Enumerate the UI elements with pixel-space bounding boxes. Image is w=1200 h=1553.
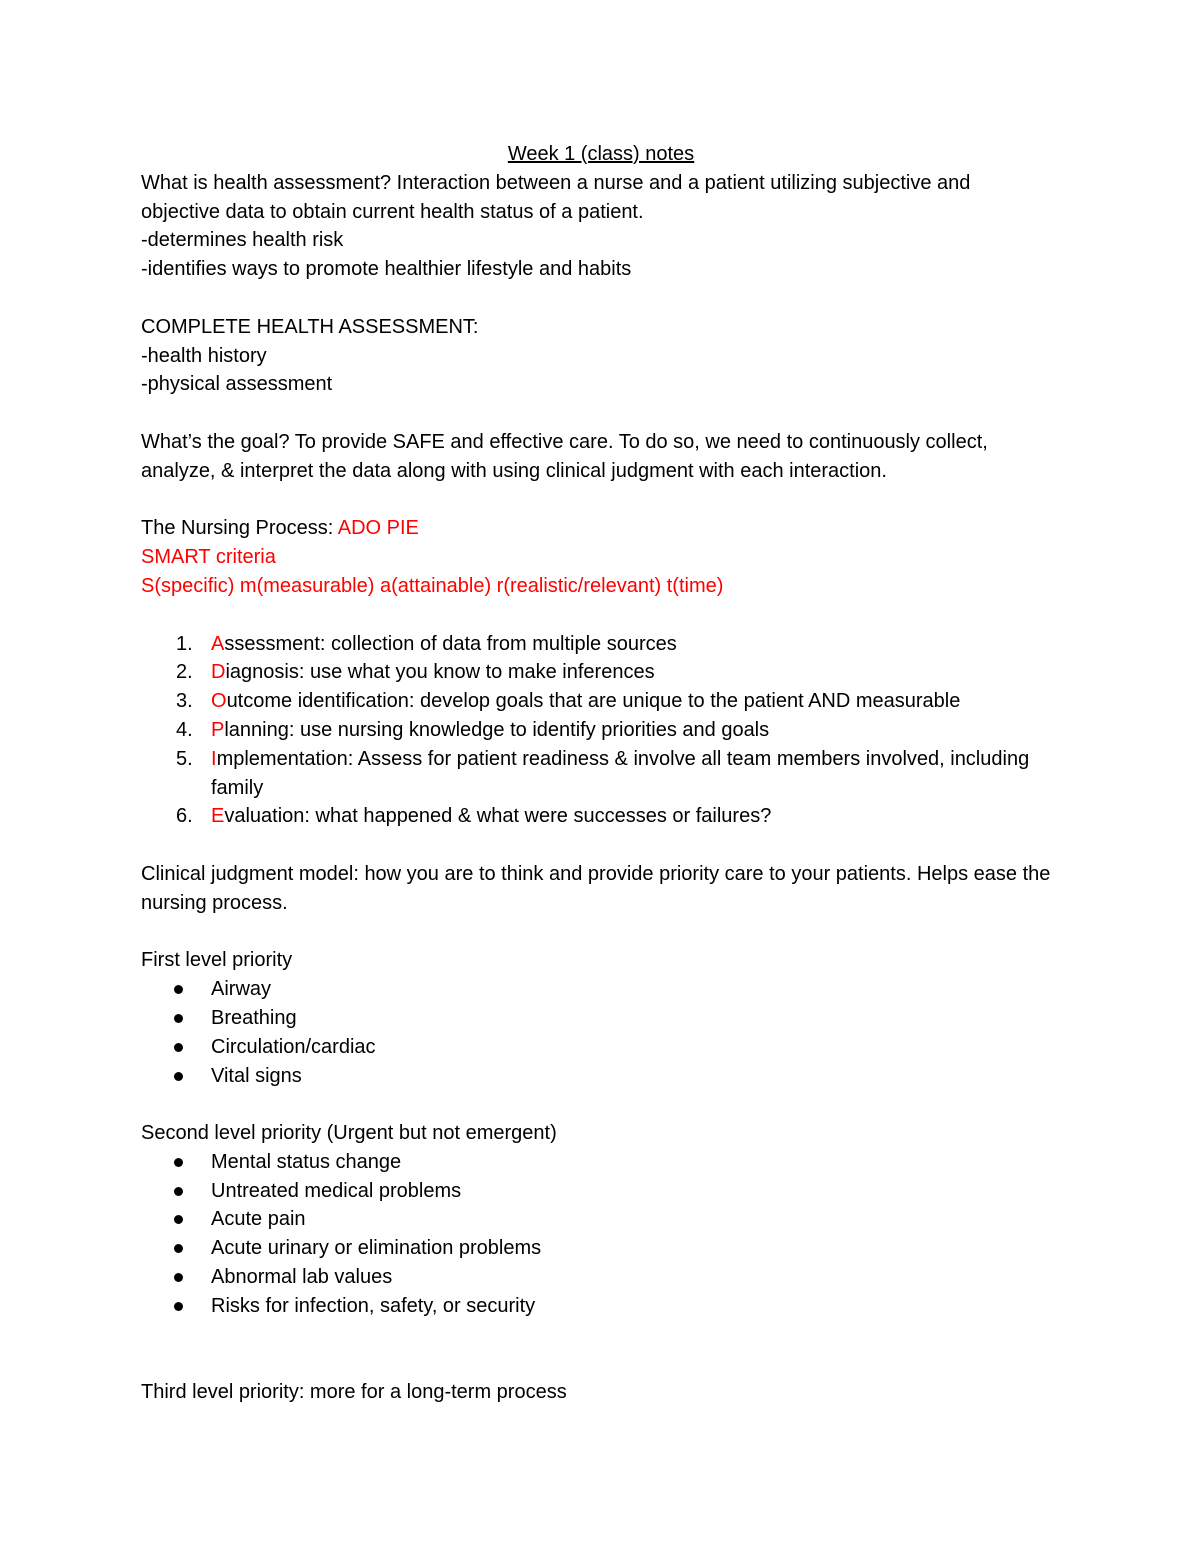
list-item-text: Airway [211, 978, 272, 1001]
list-item-text: Untreated medical problems [211, 1179, 462, 1202]
list-item [141, 687, 1061, 716]
second-level-list [141, 1148, 1061, 1321]
nursing-process-line [141, 514, 1061, 543]
list-item [141, 1263, 1061, 1292]
list-item [141, 1234, 1061, 1263]
step-text: valuation: what happened & what were successes or failures? [224, 805, 772, 828]
step-number: 6. [176, 805, 193, 828]
list-item-text: Risks for infection, safety, or security [211, 1294, 536, 1317]
intro-point: -determines health risk [141, 229, 344, 252]
step-initial: O [211, 690, 227, 713]
list-item [141, 1205, 1061, 1234]
smart-detail: S(specific) m(measurable) a(attainable) r(realistic/relevant) t(time) [141, 574, 724, 597]
complete-item: -physical assessment [141, 373, 333, 396]
step-initial: E [211, 805, 225, 828]
bullet-icon [174, 1215, 183, 1224]
complete-heading: COMPLETE HEALTH ASSESSMENT: [141, 315, 479, 338]
nursing-process-acronym: ADO PIE [337, 517, 419, 540]
list-item [141, 1062, 1061, 1091]
step-number: 2. [176, 661, 193, 684]
list-item [141, 1292, 1061, 1321]
bullet-icon [174, 1244, 183, 1253]
list-item-text: Circulation/cardiac [211, 1035, 376, 1058]
list-item [141, 1148, 1061, 1177]
bullet-icon [174, 1014, 183, 1023]
bullet-icon [174, 1158, 183, 1167]
step-initial: P [211, 718, 225, 741]
list-item-text: Acute pain [211, 1208, 306, 1231]
bullet-icon [174, 1187, 183, 1196]
step-number: 5. [176, 747, 193, 770]
bullet-icon [174, 1302, 183, 1311]
step-number: 4. [176, 718, 193, 741]
list-item-text: Abnormal lab values [211, 1266, 393, 1289]
step-initial: I [211, 747, 217, 770]
list-item [141, 1004, 1061, 1033]
list-item-text: Acute urinary or elimination problems [211, 1237, 542, 1260]
step-text: mplementation: Assess for patient readiness & involve all team members involved, including family [211, 747, 1030, 799]
list-item-text: Vital signs [211, 1064, 302, 1087]
step-text: lanning: use nursing knowledge to identify priorities and goals [224, 718, 770, 741]
list-item [141, 802, 1061, 831]
bullet-icon [174, 985, 183, 994]
bullet-icon [174, 1072, 183, 1081]
list-item [141, 658, 1061, 687]
bullet-icon [174, 1273, 183, 1282]
complete-item: -health history [141, 344, 267, 367]
step-text: utcome identification: develop goals that are unique to the patient AND measurable [226, 690, 961, 713]
document-page [141, 140, 1061, 1407]
first-level-heading: First level priority [141, 949, 293, 972]
list-item [141, 716, 1061, 745]
list-item-text: Mental status change [211, 1150, 402, 1173]
bullet-icon [174, 1043, 183, 1052]
step-number: 1. [176, 632, 193, 655]
list-item [141, 745, 1031, 803]
smart-label: SMART criteria [141, 546, 276, 569]
intro-point: -identifies ways to promote healthier lifestyle and habits [141, 258, 632, 281]
list-item-text: Breathing [211, 1006, 297, 1029]
step-number: 3. [176, 690, 193, 713]
list-item [141, 1033, 1061, 1062]
first-level-list [141, 975, 1061, 1090]
list-item [141, 975, 1061, 1004]
second-level-heading: Second level priority (Urgent but not emergent) [141, 1122, 557, 1145]
list-item [141, 1177, 1061, 1206]
intro-question: What is health assessment? Interaction between a nurse and a patient utilizing subjective and objective data to obtain current health status of a patient. [141, 171, 971, 223]
list-item [141, 630, 1061, 659]
goal-paragraph: What’s the goal? To provide SAFE and effective care. To do so, we need to continuously collect, analyze, & interpret the data along with using clinical judgment with each interaction. [141, 430, 988, 482]
step-text: ssessment: collection of data from multiple sources [224, 632, 677, 655]
third-level-line: Third level priority: more for a long-term process [141, 1381, 567, 1404]
step-initial: D [211, 661, 226, 684]
page-title: Week 1 (class) notes [507, 143, 695, 165]
step-text: iagnosis: use what you know to make inferences [225, 661, 655, 684]
step-initial: A [211, 632, 225, 655]
nursing-process-label: The Nursing Process: [141, 517, 338, 540]
nursing-steps-list [141, 630, 1061, 832]
clinical-paragraph: Clinical judgment model: how you are to think and provide priority care to your patients. Helps ease the nursing process. [141, 862, 1051, 914]
